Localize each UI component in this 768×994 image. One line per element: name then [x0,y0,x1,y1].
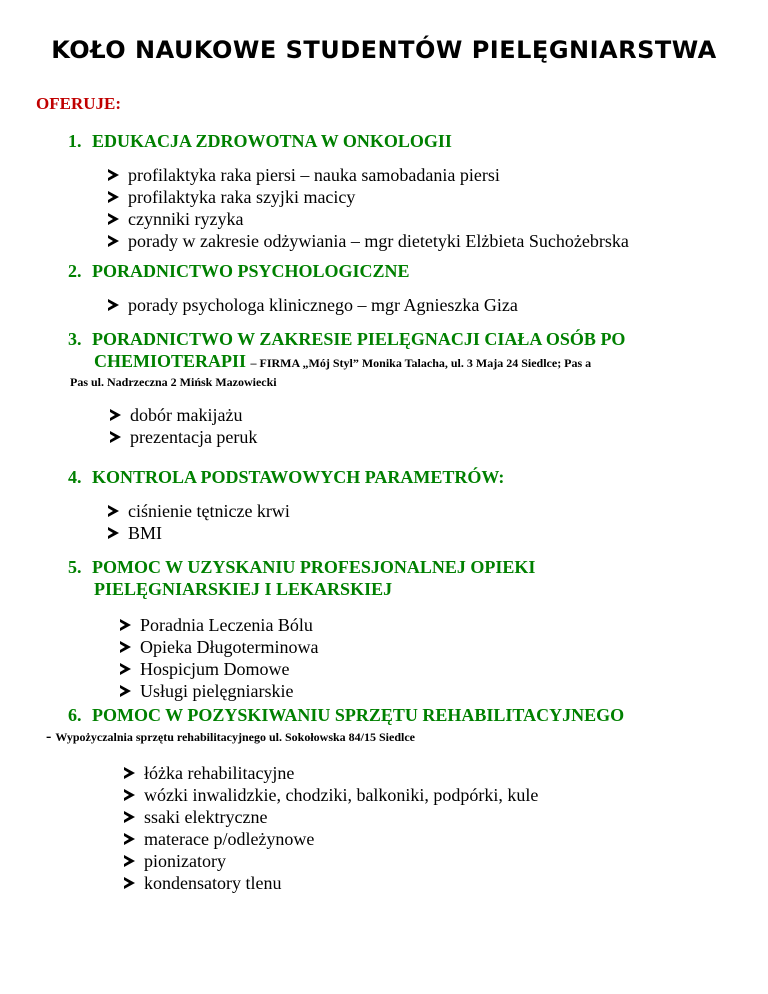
offer-label: OFERUJE: [36,94,121,113]
document-title: KOŁO NAUKOWE STUDENTÓW PIELĘGNIARSTWA [51,36,717,64]
arrow-bullet-icon [108,213,119,225]
section-5 [0,556,768,702]
bullet-list [120,614,768,702]
firm-info: – FIRMA „Mój Styl” Monika Talacha, ul. 3 Maja 24 Siedlce; Pas a [250,356,592,370]
section-6 [0,704,768,894]
list-item: kondensatory tlenu [124,872,768,894]
section-title-line1: PORADNICTWO W ZAKRESIE PIELĘGNACJI CIAŁA OSÓB PO [92,329,626,349]
section-title: PORADNICTWO PSYCHOLOGICZNE [92,261,410,281]
section-number: 5. [68,557,82,577]
list-item: prezentacja peruk [110,426,768,448]
list-item: łóżka rehabilitacyjne [124,762,768,784]
arrow-bullet-icon [124,833,135,845]
list-item: BMI [108,522,768,544]
list-item: wózki inwalidzkie, chodziki, balkoniki, podpórki, kule [124,784,768,806]
list-item: porady w zakresie odżywiania – mgr dietetyki Elżbieta Suchożebrska [108,230,768,252]
section-3 [0,328,768,448]
bullet-list [108,164,768,252]
bullet-list [108,500,768,544]
section-1 [0,130,768,252]
list-item: profilaktyka raka szyjki macicy [108,186,768,208]
dash-marker: - [46,728,52,745]
list-item: profilaktyka raka piersi – nauka samobadania piersi [108,164,768,186]
bullet-list [108,294,768,316]
list-item: ssaki elektryczne [124,806,768,828]
rental-info [46,728,768,746]
arrow-bullet-icon [120,619,131,631]
firm-info-line2: Pas ul. Nadrzeczna 2 Mińsk Mazowiecki [70,375,277,389]
list-item: Poradnia Leczenia Bólu [120,614,768,636]
list-item: pionizatory [124,850,768,872]
arrow-bullet-icon [108,299,119,311]
list-item: Usługi pielęgniarskie [120,680,768,702]
list-item: materace p/odleżynowe [124,828,768,850]
section-number: 2. [68,261,82,281]
section-heading [70,704,768,726]
section-heading [70,260,768,282]
section-heading [70,130,768,152]
arrow-bullet-icon [108,527,119,539]
section-heading [70,328,768,390]
arrow-bullet-icon [124,767,135,779]
section-title-line2: PIELĘGNIARSKIEJ I LEKARSKIEJ [94,579,393,599]
arrow-bullet-icon [110,431,121,443]
list-item: czynniki ryzyka [108,208,768,230]
section-heading [70,466,768,488]
arrow-bullet-icon [120,685,131,697]
section-number: 1. [68,131,82,151]
section-heading [70,556,768,600]
list-item: Hospicjum Domowe [120,658,768,680]
arrow-bullet-icon [120,641,131,653]
arrow-bullet-icon [124,811,135,823]
bullet-list [124,762,768,894]
section-4 [0,466,768,544]
rental-address: Wypożyczalnia sprzętu rehabilitacyjnego ul. Sokołowska 84/15 Siedlce [55,730,415,744]
arrow-bullet-icon [108,169,119,181]
section-number: 6. [68,705,82,725]
bullet-list [110,404,768,448]
list-item: ciśnienie tętnicze krwi [108,500,768,522]
arrow-bullet-icon [124,855,135,867]
arrow-bullet-icon [124,789,135,801]
list-item: Opieka Długoterminowa [120,636,768,658]
list-item: dobór makijażu [110,404,768,426]
arrow-bullet-icon [120,663,131,675]
arrow-bullet-icon [108,191,119,203]
arrow-bullet-icon [124,877,135,889]
section-number: 3. [68,329,82,349]
section-title: EDUKACJA ZDROWOTNA W ONKOLOGII [92,131,452,151]
section-title-line1: POMOC W UZYSKANIU PROFESJONALNEJ OPIEKI [92,557,536,577]
arrow-bullet-icon [110,409,121,421]
arrow-bullet-icon [108,235,119,247]
section-title: KONTROLA PODSTAWOWYCH PARAMETRÓW: [92,467,505,487]
arrow-bullet-icon [108,505,119,517]
section-title: POMOC W POZYSKIWANIU SPRZĘTU REHABILITACYJNEGO [92,705,625,725]
section-2 [0,260,768,316]
list-item: porady psychologa klinicznego – mgr Agnieszka Giza [108,294,768,316]
section-number: 4. [68,467,82,487]
section-title-line2: CHEMIOTERAPII [94,351,247,371]
